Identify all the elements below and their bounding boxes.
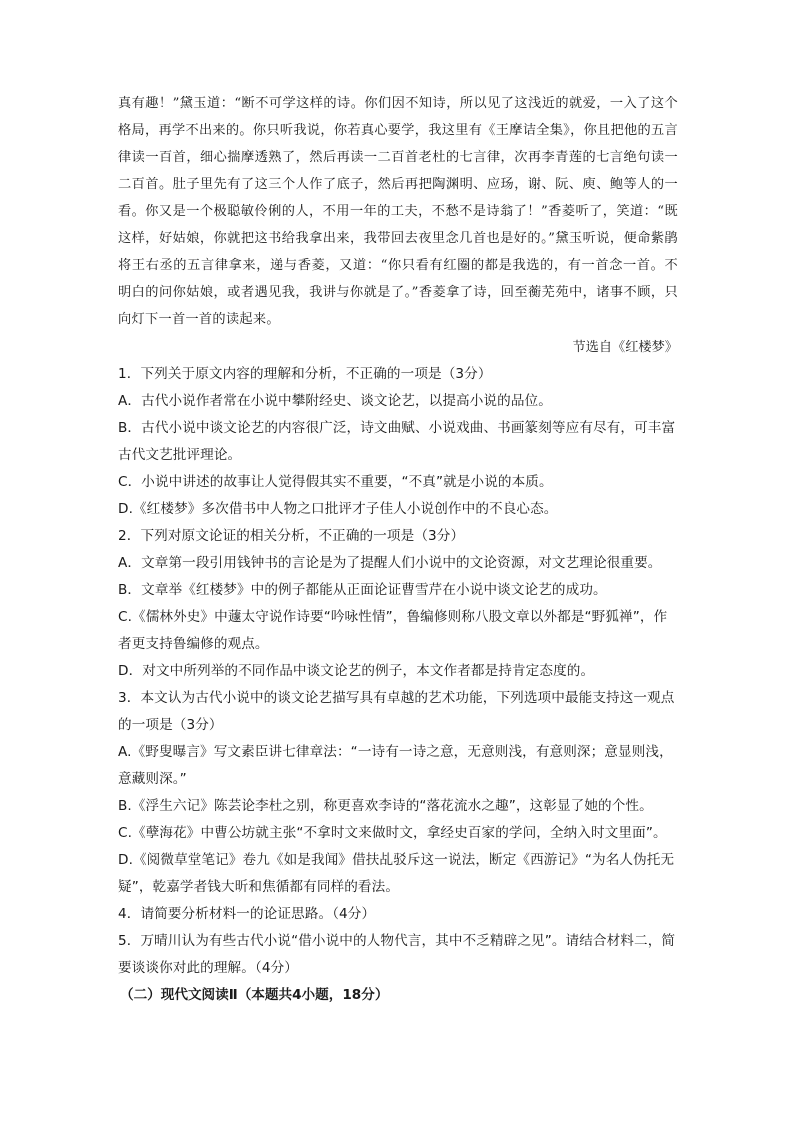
question-3-option-a: A.《野叟曝言》写文素臣讲七律章法：“一诗有一诗之意，无意则浅，有意则深；意显则浅，意藏则深。” <box>118 744 673 787</box>
question-2-option-d: D．对文中所列举的不同作品中谈文论艺的例子，本文作者都是持肯定态度的。 <box>118 663 595 679</box>
passage-text: 真有趣！”黛玉道：“断不可学这样的诗。你们因不知诗，所以见了这浅近的就爱，一入了这个格局，再学不出来的。你只听我说，你若真心要学，我这里有《王摩诘全集》，你且把他的五言律读一百首，细心揣摩透熟了，然后再读一二百首老杜的七言律，次再李青莲的七言绝句读一二百首。肚子里先有了这三个人作了底子，然后再把陶渊明、应玚，谢、阮、庾、鲍等人的一看。你又是一个极聪敏伶俐的人，不用一年的工夫，不愁不是诗翁了！”香菱听了，笑道：“既这样，好姑娘，你就把这书给我拿出来，我带回去夜里念几首也是好的。”黛玉听说，便命紫鹃将王右丞的五言律拿来，递与香菱，又道：“你只看有红圈的都是我选的，有一首念一首。不明白的问你姑娘，或者遇见我，我讲与你就是了。”香菱拿了诗，回至蘅芜苑中，诸事不顾，只向灯下一首一首的读起来。 <box>118 96 678 327</box>
question-5: 5．万晴川认为有些古代小说“借小说中的人物代言，其中不乏精辟之见”。请结合材料二，简要谈谈你对此的理解。（4分） <box>118 933 676 976</box>
passage-source: 节选自《红楼梦》 <box>572 340 678 355</box>
question-1-option-c: C．小说中讲述的故事让人觉得假其实不重要，“不真”就是小说的本质。 <box>118 474 553 490</box>
question-1-option-a: A．古代小说作者常在小说中攀附经史、谈文论艺，以提高小说的品位。 <box>118 393 552 409</box>
document-page <box>118 90 678 1009</box>
question-3-option-c: C.《孽海花》中曹公坊就主张“不拿时文来做时文，拿经史百家的学问，全纳入时文里面”。 <box>118 825 667 841</box>
question-1-stem: 1．下列关于原文内容的理解和分析，不正确的一项是（3分） <box>118 366 492 382</box>
question-3-stem: 3．本文认为古代小说中的谈文论艺描写具有卓越的艺术功能，下列选项中最能支持这一观点的一项是（3分） <box>118 690 675 733</box>
question-3-option-b: B.《浮生六记》陈芸论李杜之别，称更喜欢李诗的“落花流水之趣”，这彰显了她的个性。 <box>118 798 653 814</box>
question-2-option-b: B．文章举《红楼梦》中的例子都能从正面论证曹雪芹在小说中谈文论艺的成功。 <box>118 582 607 598</box>
question-1-option-b: B．古代小说中谈文论艺的内容很广泛，诗文曲赋、小说戏曲、书画篆刻等应有尽有，可丰富古代文艺批评理论。 <box>118 420 676 463</box>
question-2-option-c: C.《儒林外史》中蘧太守说作诗要“吟咏性情”，鲁编修则称八股文章以外都是“野狐禅”，作者更支持鲁编修的观点。 <box>118 609 668 652</box>
question-3-option-d: D.《阅微草堂笔记》卷九《如是我闻》借扶乩驳斥这一说法，断定《西游记》“为名人伪托无疑”，乾嘉学者钱大昕和焦循都有同样的看法。 <box>118 852 675 895</box>
question-4: 4．请简要分析材料一的论证思路。（4分） <box>118 906 376 922</box>
question-2-option-a: A．文章第一段引用钱钟书的言论是为了提醒人们小说中的文论资源，对文艺理论很重要。 <box>118 555 662 571</box>
question-list <box>118 361 678 982</box>
section-heading: （二）现代文阅读Ⅱ（本题共4小题，18分） <box>120 987 389 1003</box>
question-1-option-d: D.《红楼梦》多次借书中人物之口批评才子佳人小说创作中的不良心态。 <box>118 501 558 517</box>
question-2-stem: 2．下列对原文论证的相关分析，不正确的一项是（3分） <box>118 528 465 544</box>
